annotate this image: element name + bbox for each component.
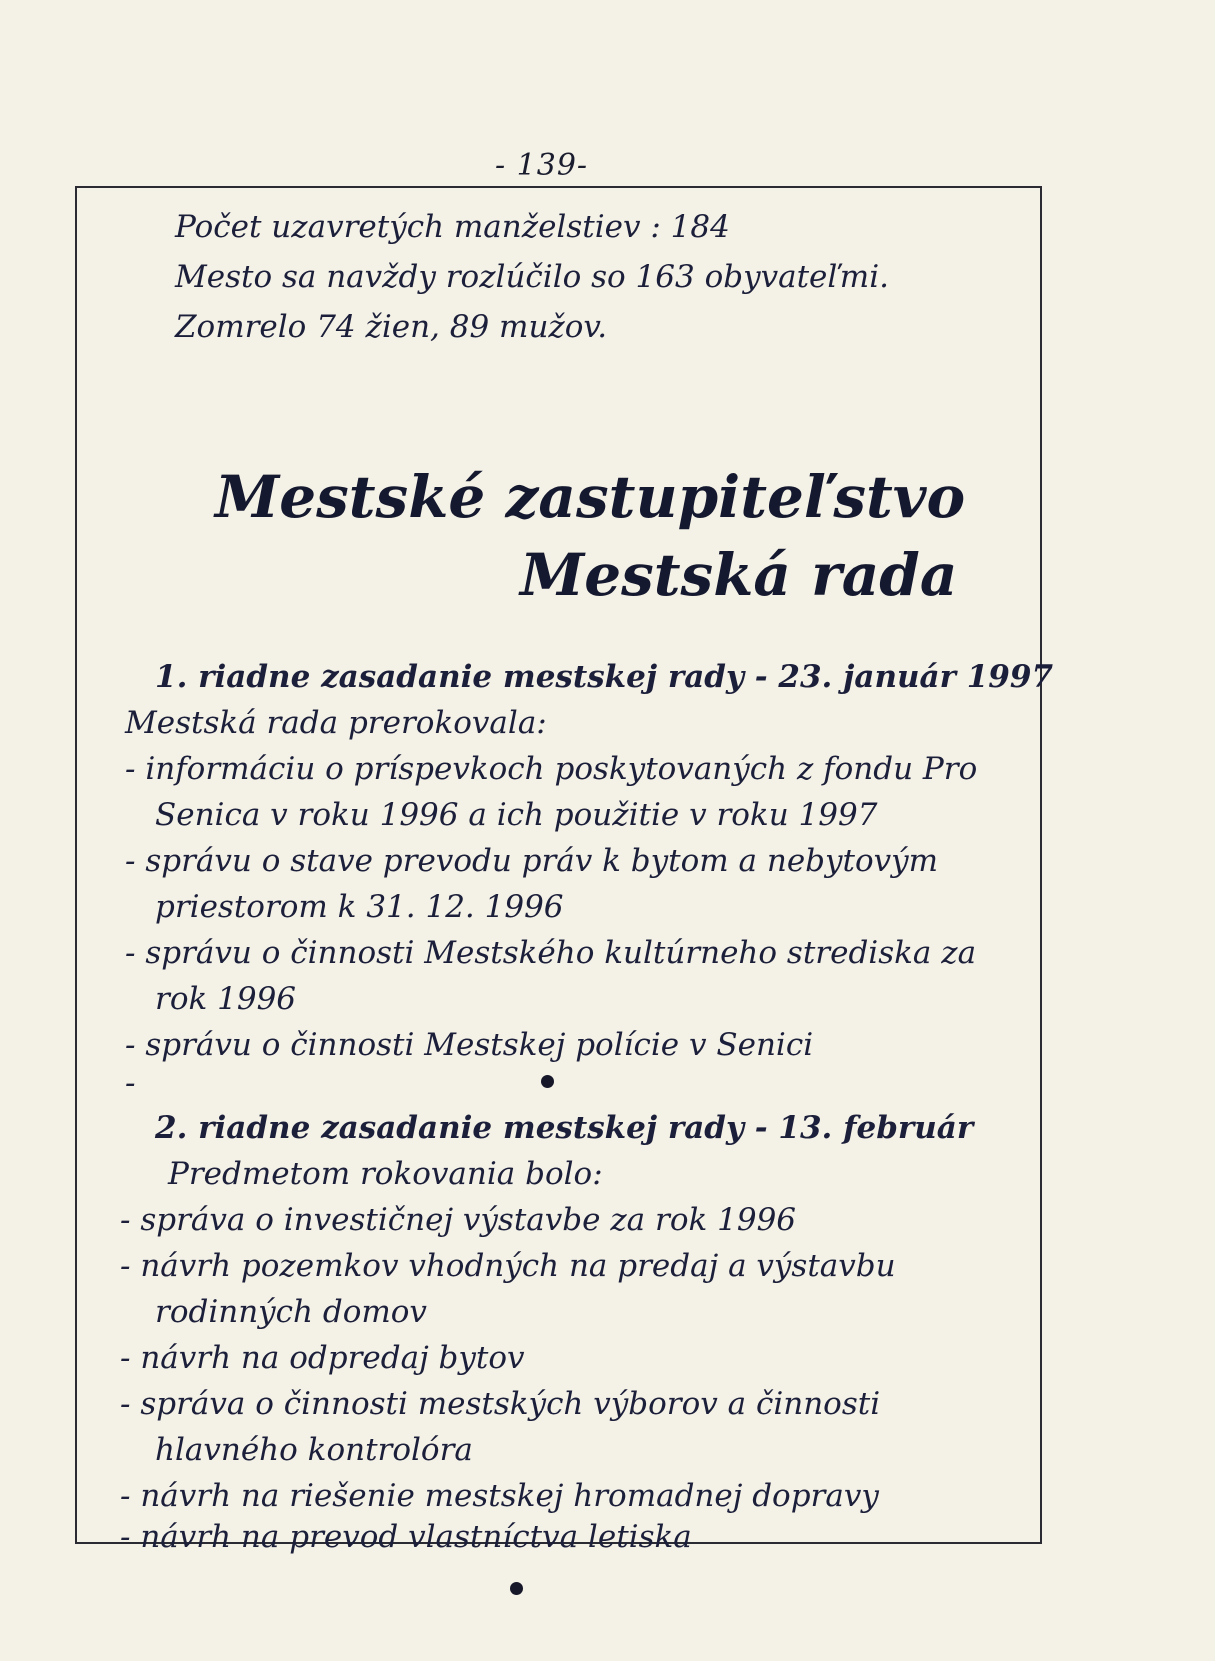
meeting2-item: - návrh pozemkov vhodných na predaj a výstavbu — [120, 1248, 896, 1284]
meeting2-title: 2. riadne zasadanie mestskej rady - 13. február — [155, 1110, 974, 1146]
meeting1-title: 1. riadne zasadanie mestskej rady - 23. január 1997 — [155, 659, 1054, 695]
meeting2-item: - návrh na prevod vlastníctva letiska — [120, 1519, 692, 1555]
meeting1-item: - správu o činnosti Mestského kultúrneho strediska za — [125, 935, 977, 971]
meeting1-item: priestorom k 31. 12. 1996 — [155, 889, 564, 925]
meeting2-item: hlavného kontrolóra — [155, 1432, 473, 1468]
meeting1-item: - informáciu o príspevkoch poskytovaných z fondu Pro — [125, 751, 978, 787]
meeting2-item: - správa o investičnej výstavbe za rok 1996 — [120, 1202, 797, 1238]
stats-line-deaths-total: Mesto sa navždy rozlúčilo so 163 obyvateľmi. — [175, 259, 889, 295]
stats-line-marriages: Počet uzavretých manželstiev : 184 — [175, 209, 730, 245]
stats-line-deaths-breakdown: Zomrelo 74 žien, 89 mužov. — [175, 309, 608, 345]
meeting1-item: - — [125, 1065, 136, 1101]
meeting1-intro: Mestská rada prerokovala: — [125, 705, 547, 741]
meeting2-item: - návrh na odpredaj bytov — [120, 1340, 525, 1376]
meeting1-item: rok 1996 — [155, 981, 297, 1017]
heading-city-council: Mestské zastupiteľstvo — [215, 463, 966, 531]
meeting2-item: - návrh na riešenie mestskej hromadnej dopravy — [120, 1478, 879, 1514]
page-number: - 139- — [495, 148, 589, 183]
section-end-dot — [510, 1582, 523, 1595]
section-separator-dot — [541, 1075, 554, 1088]
meeting1-item: - správu o činnosti Mestskej polície v Senici — [125, 1027, 814, 1063]
meeting2-item: rodinných domov — [155, 1294, 427, 1330]
heading-city-board: Mestská rada — [520, 541, 958, 609]
meeting2-intro: Predmetom rokovania bolo: — [168, 1156, 603, 1192]
meeting2-item: - správa o činnosti mestských výborov a činnosti — [120, 1386, 881, 1422]
meeting1-item: Senica v roku 1996 a ich použitie v roku 1997 — [155, 797, 878, 833]
meeting1-item: - správu o stave prevodu práv k bytom a nebytovým — [125, 843, 939, 879]
